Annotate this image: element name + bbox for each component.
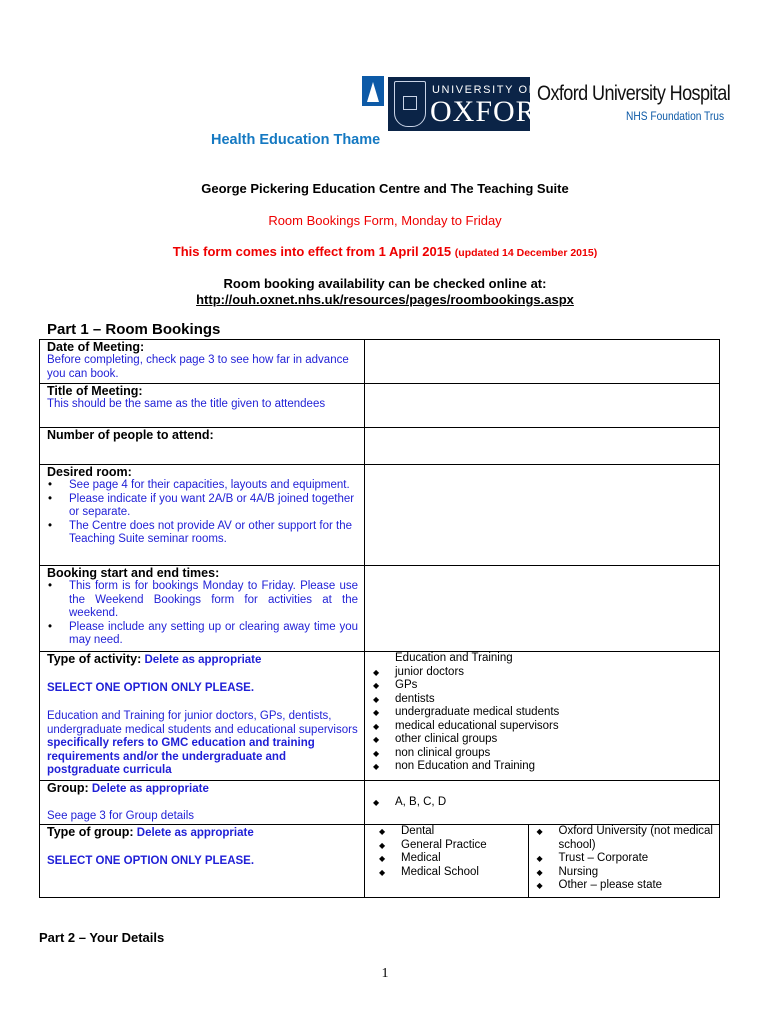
activity-delete-note: Delete as appropriate xyxy=(144,654,262,666)
logo-a-mark xyxy=(362,76,384,106)
people-label: Number of people to attend: xyxy=(47,428,214,442)
ouh-logo-sub: NHS Foundation Trus xyxy=(626,109,725,123)
oxford-university-label: UNIVERSITY OF xyxy=(432,84,537,96)
activity-label: Type of activity: xyxy=(47,652,142,666)
group-options-cell[interactable] xyxy=(365,781,720,825)
group-type-options-left xyxy=(371,825,528,879)
group-label: Group: xyxy=(47,781,89,795)
group-option[interactable]: ◆ A, B, C, D xyxy=(371,796,719,810)
date-hint: Before completing, check page 3 to see how far in advance you can book. xyxy=(47,354,349,380)
title-input-cell[interactable] xyxy=(365,384,720,428)
times-hint-item: • This form is for bookings Monday to Friday. Please use the Weekend Bookings form for activities at the weekend. xyxy=(47,580,358,621)
ouh-logo-name: Oxford University Hospital xyxy=(537,82,731,105)
hee-logo-text: Health Education Thame xyxy=(211,132,381,148)
activity-option[interactable]: ◆ undergraduate medical students xyxy=(371,706,719,720)
group-type-select-note: SELECT ONE OPTION ONLY PLEASE. xyxy=(47,854,255,867)
times-label: Booking start and end times: xyxy=(47,566,220,580)
room-hints xyxy=(47,479,364,547)
activity-option[interactable]: ◆ medical educational supervisors xyxy=(371,720,719,734)
row-room xyxy=(40,465,720,566)
activity-option[interactable]: ◆ other clinical groups xyxy=(371,733,719,747)
activity-definition-bold: specifically refers to GMC education and training requirements and/or the undergraduate and postgraduate curricula xyxy=(47,737,315,776)
room-input-cell[interactable] xyxy=(365,465,720,566)
date-label: Date of Meeting: xyxy=(47,340,145,354)
group-type-option[interactable]: ◆ Dental xyxy=(377,825,528,839)
people-input-cell[interactable] xyxy=(365,428,720,465)
activity-select-note: SELECT ONE OPTION ONLY PLEASE. xyxy=(47,681,255,694)
centre-title: George Pickering Education Centre and The Teaching Suite xyxy=(201,181,569,196)
part1-heading: Part 1 – Room Bookings xyxy=(47,321,221,338)
group-type-delete-note: Delete as appropriate xyxy=(136,827,254,839)
group-hint: See page 3 for Group details xyxy=(47,809,195,822)
row-title xyxy=(40,384,720,428)
group-type-option[interactable]: ◆ General Practice xyxy=(377,839,528,853)
row-people xyxy=(40,428,720,465)
activity-options xyxy=(371,666,719,774)
activity-option[interactable]: ◆ non clinical groups xyxy=(371,747,719,761)
room-hint-item: • Please indicate if you want 2A/B or 4A/B joined together or separate. xyxy=(47,493,364,520)
form-title: Room Bookings Form, Monday to Friday xyxy=(268,213,502,228)
times-hint-item: • Please include any setting up or clearing away time you may need. xyxy=(47,621,358,648)
oxford-wordmark: OXFORD xyxy=(430,95,560,128)
group-type-left xyxy=(365,825,528,897)
activity-options-header: Education and Training xyxy=(395,652,513,664)
group-type-option[interactable]: ◆ Nursing xyxy=(535,866,714,880)
updated-note: (updated 14 December 2015) xyxy=(454,247,598,259)
row-group-type xyxy=(40,825,720,898)
group-type-options-cell xyxy=(365,825,720,898)
activity-options-cell[interactable] xyxy=(365,652,720,781)
oxford-university-logo xyxy=(388,77,560,131)
availability-text: Room booking availability can be checked online at: xyxy=(223,276,547,291)
room-hint-item: • See page 4 for their capacities, layouts and equipment. xyxy=(47,479,364,493)
room-booking-table xyxy=(39,339,720,898)
oxford-crest-icon xyxy=(394,81,426,127)
effect-text: This form comes into effect from 1 April 2015 xyxy=(172,244,452,259)
page-number: 1 xyxy=(381,966,389,981)
activity-definition-text: Education and Training for junior doctors, GPs, dentists, undergraduate medical students and educational supervisors xyxy=(47,710,358,736)
group-type-options-right xyxy=(535,825,720,893)
activity-option[interactable]: ◆ GPs xyxy=(371,679,719,693)
group-type-option[interactable]: ◆ Other – please state xyxy=(535,879,714,893)
group-type-option[interactable]: ◆ Trust – Corporate xyxy=(535,852,714,866)
part2-heading: Part 2 – Your Details xyxy=(39,930,165,945)
title-label: Title of Meeting: xyxy=(47,384,143,398)
row-date xyxy=(40,340,720,384)
group-type-label: Type of group: xyxy=(47,825,134,839)
group-type-option[interactable]: ◆ Medical School xyxy=(377,866,528,880)
activity-option[interactable]: ◆ junior doctors xyxy=(371,666,719,680)
row-group xyxy=(40,781,720,825)
times-hints xyxy=(47,580,358,648)
row-times xyxy=(40,566,720,652)
group-type-options-table xyxy=(365,825,719,897)
effect-notice xyxy=(0,244,770,259)
bookings-link[interactable]: http://ouh.oxnet.nhs.uk/resources/pages/roombookings.aspx xyxy=(196,292,574,307)
times-input-cell[interactable] xyxy=(365,566,720,652)
activity-definition xyxy=(47,710,360,778)
activity-option[interactable]: ◆ non Education and Training xyxy=(371,760,719,774)
room-label: Desired room: xyxy=(47,465,132,479)
activity-option[interactable]: ◆ dentists xyxy=(371,693,719,707)
date-input-cell[interactable] xyxy=(365,340,720,384)
group-type-option[interactable]: ◆ Oxford University (not medical school) xyxy=(535,825,714,852)
group-type-option[interactable]: ◆ Medical xyxy=(377,852,528,866)
group-delete-note: Delete as appropriate xyxy=(91,783,209,795)
row-activity xyxy=(40,652,720,781)
group-type-right xyxy=(528,825,719,897)
title-hint: This should be the same as the title given to attendees xyxy=(47,398,326,410)
group-options xyxy=(371,796,719,810)
room-hint-item: • The Centre does not provide AV or other support for the Teaching Suite seminar rooms. xyxy=(47,520,364,547)
